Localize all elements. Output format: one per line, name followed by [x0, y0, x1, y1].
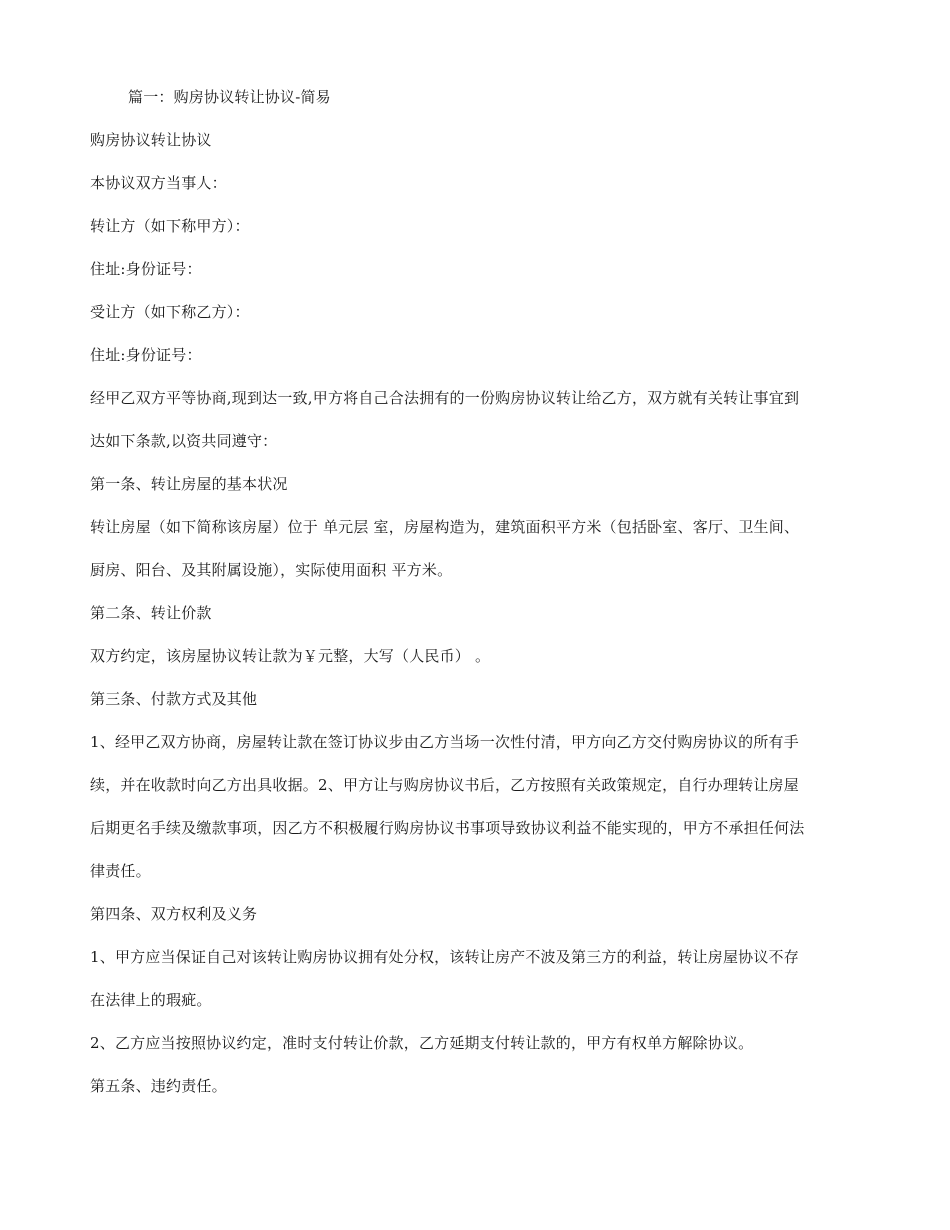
intro-paragraph-line-2: 达如下条款,以资共同遵守：	[90, 432, 278, 450]
article-4-line-3: 2、乙方应当按照协议约定，准时支付转让价款，乙方延期支付转让款的，甲方有权单方解除协议。	[90, 1034, 754, 1052]
article-3-title: 第三条、付款方式及其他	[90, 690, 258, 708]
transferee-line: 受让方（如下称乙方）：	[90, 303, 250, 321]
intro-paragraph-line-1: 经甲乙双方平等协商,现到达一致,甲方将自己合法拥有的一份购房协议转让给乙方，双方就有关转让事宜到	[90, 389, 800, 407]
article-2-title: 第二条、转让价款	[90, 604, 212, 622]
article-1-line-2: 厨房、阳台、及其附属设施），实际使用面积 平方米。	[90, 561, 453, 579]
transferor-address-line: 住址:身份证号：	[90, 260, 202, 278]
parties-heading: 本协议双方当事人：	[90, 174, 227, 192]
section-title: 篇一：购房协议转让协议-简易	[128, 88, 331, 106]
article-4-line-2: 在法律上的瑕疵。	[90, 991, 212, 1009]
article-3-line-3: 后期更名手续及缴款事项，因乙方不积极履行购房协议书事项导致协议利益不能实现的，甲方不承担任何法	[90, 819, 805, 837]
article-1-title: 第一条、转让房屋的基本状况	[90, 475, 288, 493]
article-3-line-2: 续，并在收款时向乙方出具收据。2、甲方让与购房协议书后，乙方按照有关政策规定，自行办理转让房屋	[90, 776, 799, 794]
transferor-line: 转让方（如下称甲方）：	[90, 217, 250, 235]
article-5-title: 第五条、违约责任。	[90, 1077, 227, 1095]
transferee-address-line: 住址:身份证号：	[90, 346, 202, 364]
article-4-title: 第四条、双方权利及义务	[90, 905, 258, 923]
article-2-line-1: 双方约定，该房屋协议转让款为￥元整，大写（人民币） 。	[90, 647, 491, 665]
article-4-line-1: 1、甲方应当保证自己对该转让购房协议拥有处分权，该转让房产不波及第三方的利益，转让房屋协议不存	[90, 948, 799, 966]
article-1-line-1: 转让房屋（如下简称该房屋）位于 单元层 室，房屋构造为，建筑面积平方米（包括卧室、客厅、卫生间、	[90, 518, 800, 536]
article-3-line-4: 律责任。	[90, 862, 151, 880]
article-3-line-1: 1、经甲乙双方协商，房屋转让款在签订协议步由乙方当场一次性付清，甲方向乙方交付购房协议的所有手	[90, 733, 799, 751]
document-title: 购房协议转让协议	[90, 131, 212, 149]
